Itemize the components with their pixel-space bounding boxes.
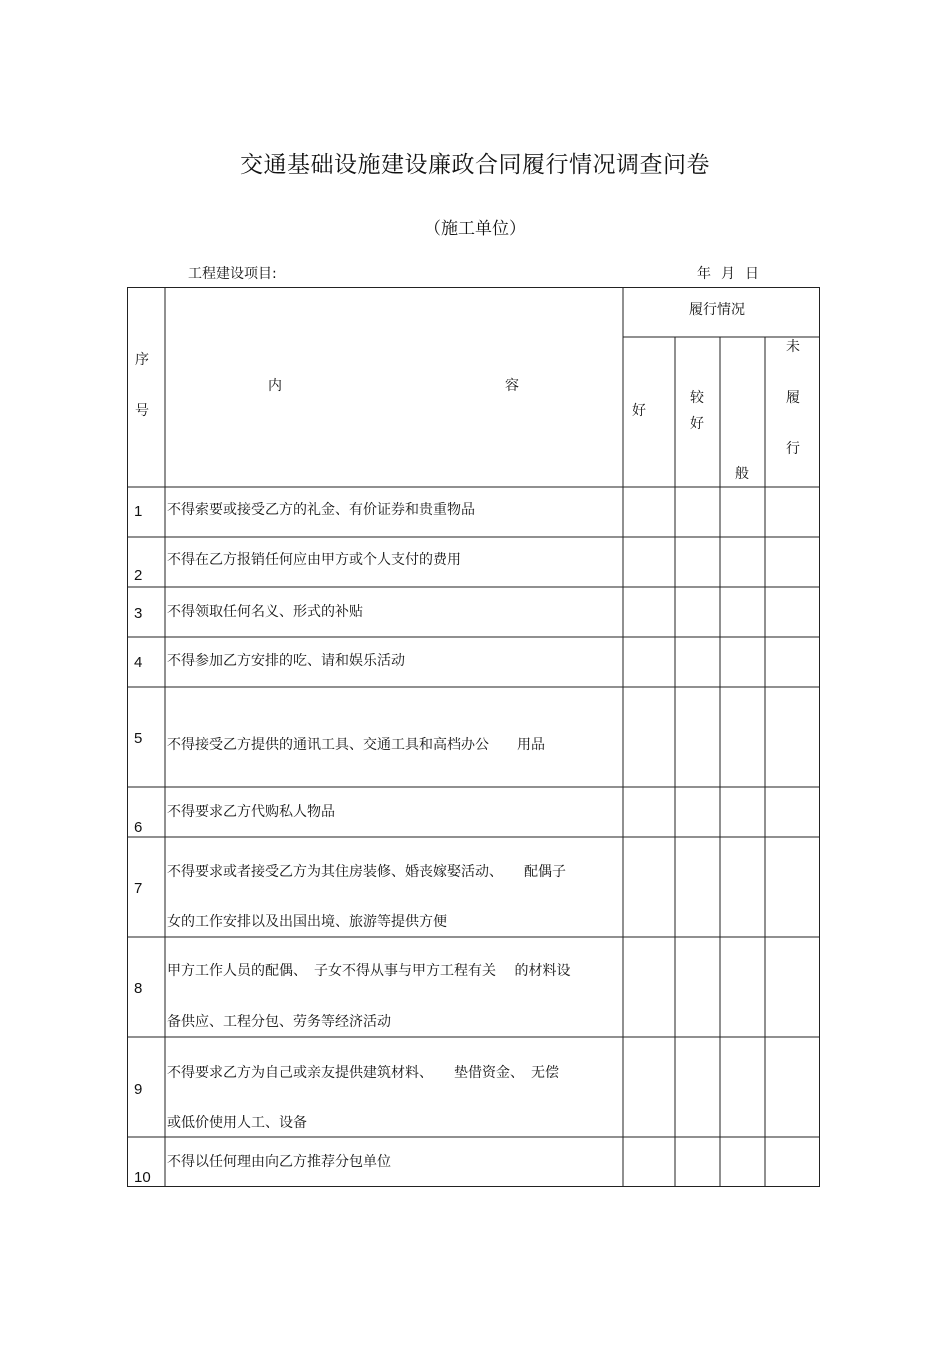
row-content: 不得索要或接受乙方的礼金、有价证券和贵重物品 <box>167 502 475 518</box>
row-number: 4 <box>134 654 143 671</box>
row-number: 7 <box>134 880 143 897</box>
date-line <box>697 263 769 283</box>
row-number: 1 <box>134 503 143 520</box>
row-number: 10 <box>134 1169 151 1186</box>
date-month: 月 <box>721 266 735 282</box>
header-average: 般 <box>735 466 749 482</box>
row-number: 2 <box>134 567 143 584</box>
date-year: 年 <box>697 266 711 282</box>
row-number: 6 <box>134 819 143 836</box>
header-fairly-good-2: 好 <box>690 416 704 432</box>
row-number: 8 <box>134 980 143 997</box>
row-content-line2: 或低价使用人工、设备 <box>167 1115 307 1131</box>
row-content: 不得以任何理由向乙方推荐分包单位 <box>167 1154 391 1170</box>
row-content: 不得领取任何名义、形式的补贴 <box>167 604 363 620</box>
header-content-right: 容 <box>505 378 519 394</box>
row-content: 不得要求乙方代购私人物品 <box>167 804 335 820</box>
row-content: 不得在乙方报销任何应由甲方或个人支付的费用 <box>167 552 461 568</box>
header-performance: 履行情况 <box>689 302 745 318</box>
row-content-line2: 备供应、工程分包、劳务等经济活动 <box>167 1014 391 1030</box>
header-seq-top: 序 <box>135 352 149 368</box>
header-fairly-good-1: 较 <box>690 390 704 406</box>
survey-table <box>127 287 820 1187</box>
project-label: 工程建设项目: <box>188 266 277 282</box>
header-good: 好 <box>632 403 646 419</box>
row-content: 不得要求乙方为自己或亲友提供建筑材料、 垫借资金、 无偿 <box>167 1065 559 1081</box>
row-content: 不得接受乙方提供的通讯工具、交通工具和高档办公 用品 <box>167 737 545 753</box>
row-number: 5 <box>134 730 143 747</box>
row-number: 9 <box>134 1081 143 1098</box>
date-day: 日 <box>745 266 759 282</box>
document-subtitle: （施工单位） <box>424 219 526 239</box>
row-number: 3 <box>134 605 143 622</box>
row-content: 不得要求或者接受乙方为其住房装修、婚丧嫁娶活动、 配偶子 <box>167 864 566 880</box>
header-not-1: 未 <box>786 339 800 355</box>
header-content-left: 内 <box>268 378 282 394</box>
header-not-3: 行 <box>786 441 800 457</box>
header-seq-bottom: 号 <box>135 403 149 419</box>
header-not-2: 履 <box>786 390 800 406</box>
document-title: 交通基础设施建设廉政合同履行情况调查问卷 <box>240 152 710 178</box>
row-content: 甲方工作人员的配偶、 子女不得从事与甲方工程有关 的材料设 <box>167 963 571 979</box>
row-content-line2: 女的工作安排以及出国出境、旅游等提供方便 <box>167 914 447 930</box>
row-content: 不得参加乙方安排的吃、请和娱乐活动 <box>167 653 405 669</box>
